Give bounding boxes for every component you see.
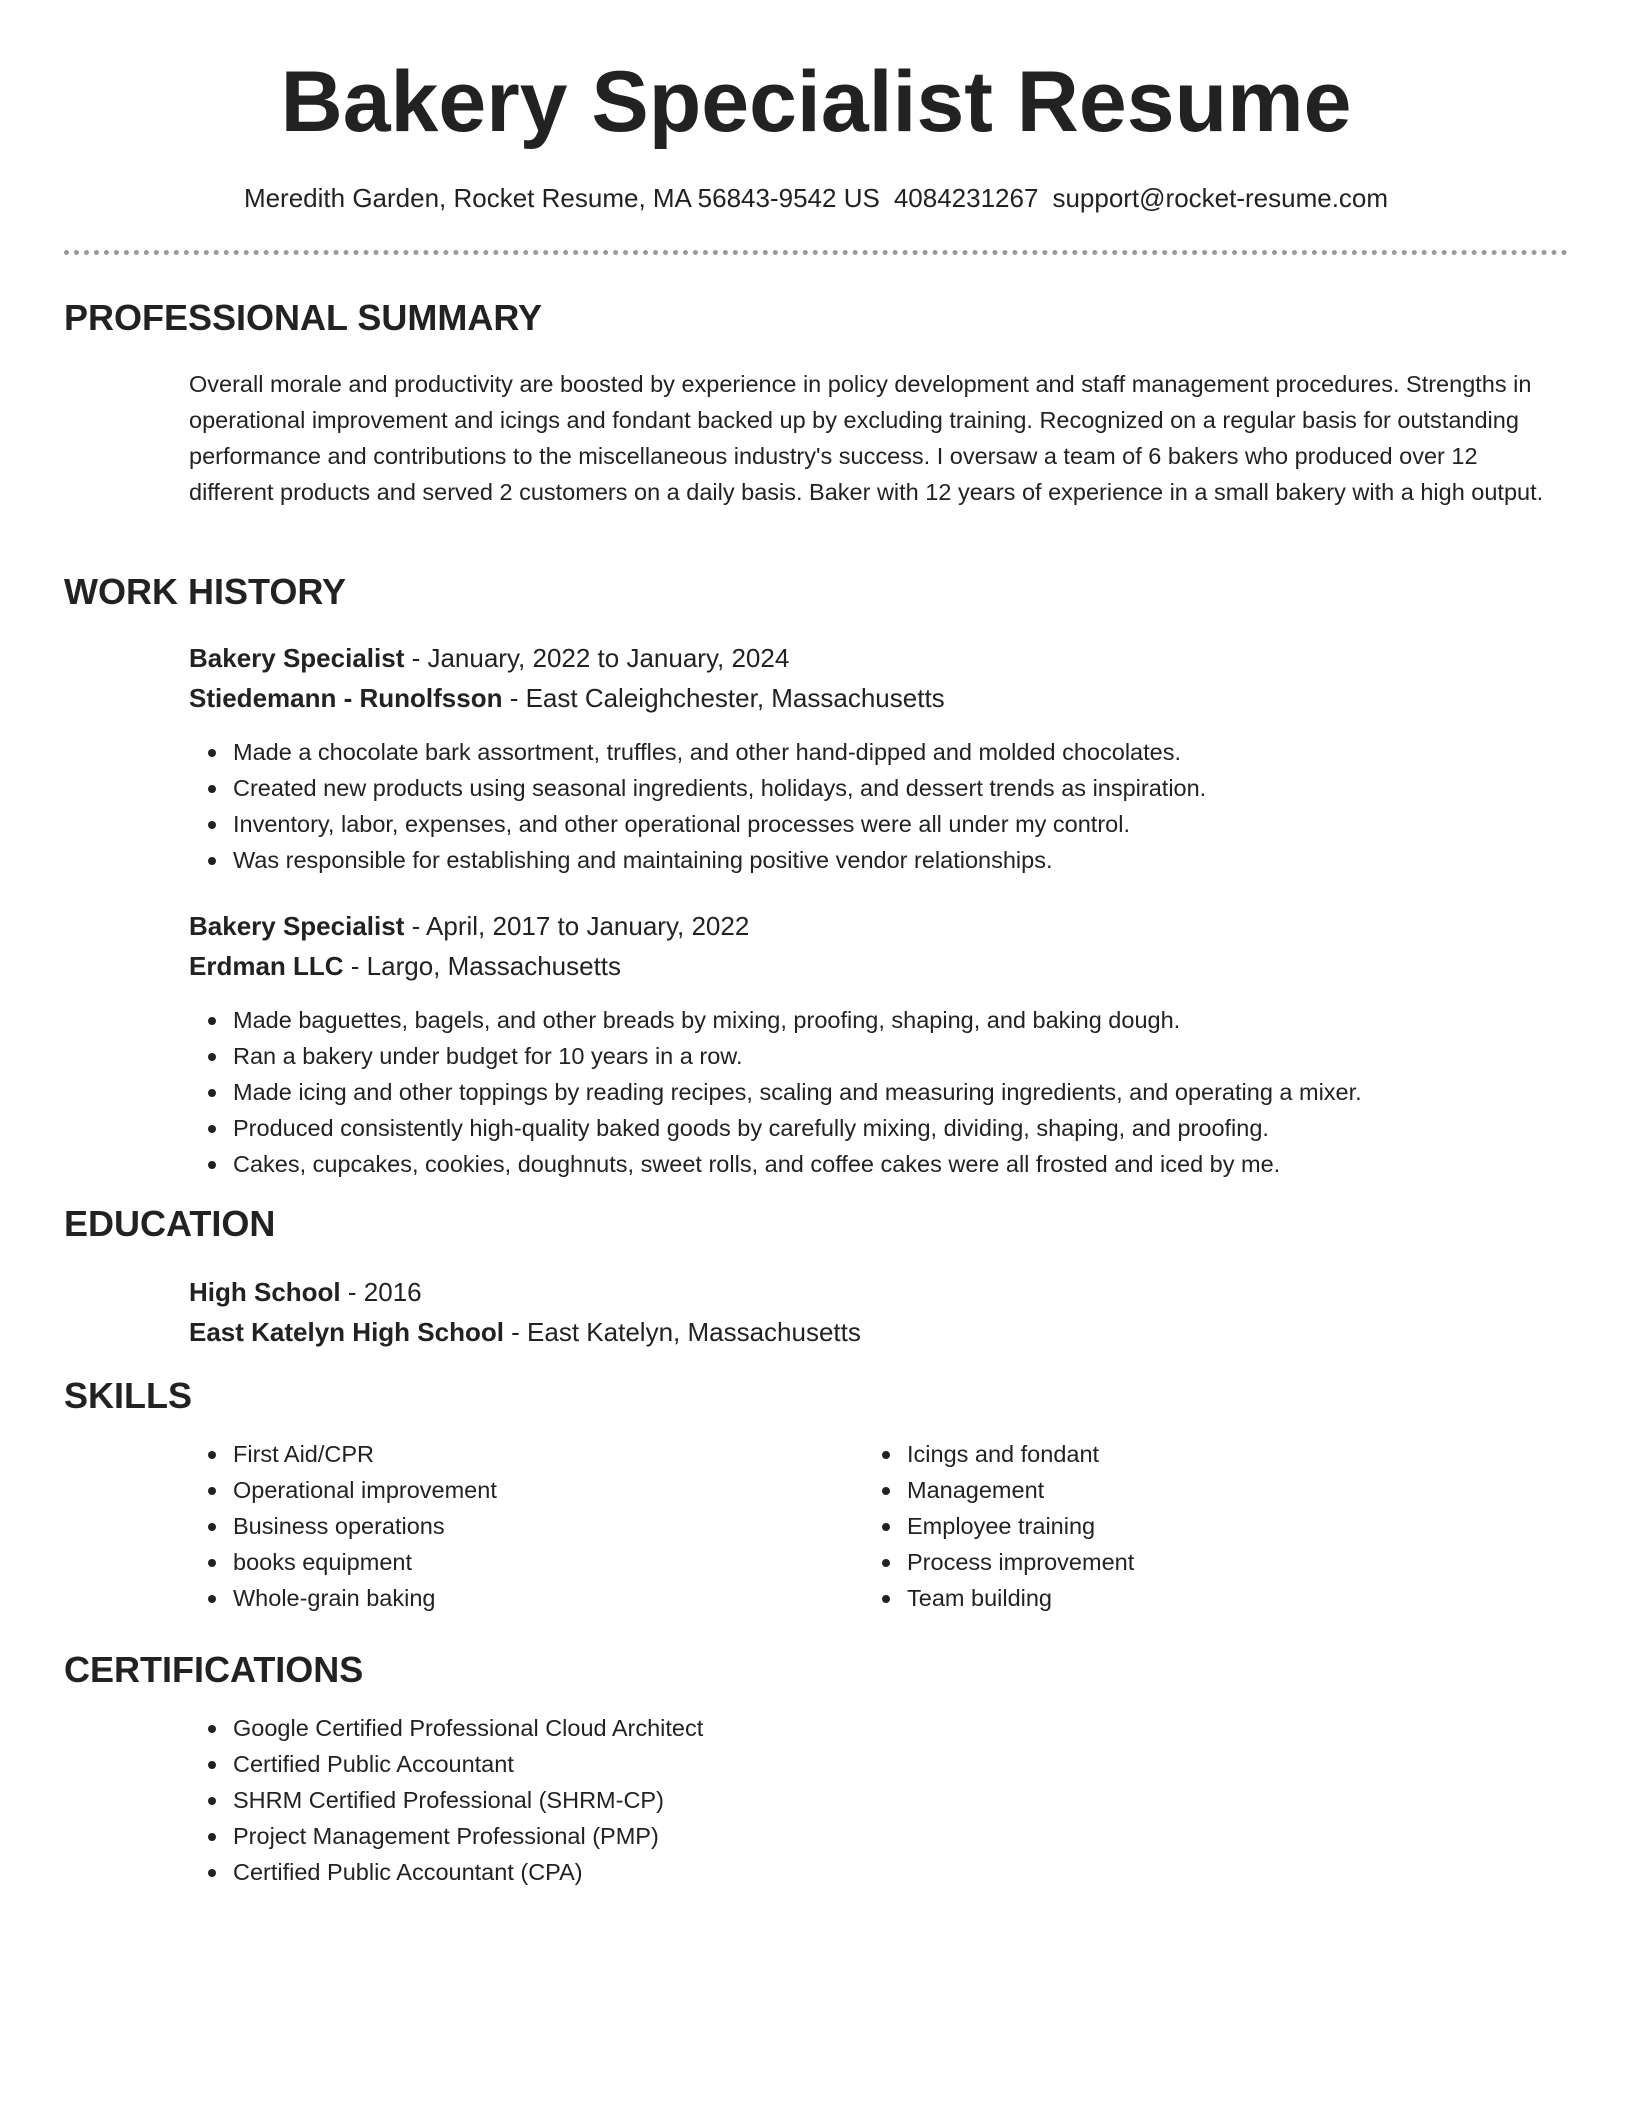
education-school-line <box>189 1314 861 1350</box>
header-divider <box>64 250 1568 255</box>
list-item: Ran a bakery under budget for 10 years in a row. <box>233 1038 1362 1074</box>
job-1-title: Bakery Specialist <box>189 643 405 673</box>
list-item: Inventory, labor, expenses, and other operational processes were all under my control. <box>233 806 1206 842</box>
resume-title: Bakery Specialist Resume <box>280 54 1352 150</box>
job-2-title-line <box>189 908 749 944</box>
skills-heading: SKILLS <box>64 1375 193 1416</box>
job-1-location: - East Caleighchester, Massachusetts <box>502 683 945 713</box>
education-heading: EDUCATION <box>64 1203 276 1244</box>
contact-line <box>0 180 1632 216</box>
job-1-bullets <box>189 734 1206 878</box>
skill-item: books equipment <box>233 1544 497 1580</box>
list-item: Cakes, cupcakes, cookies, doughnuts, sweet rolls, and coffee cakes were all frosted and iced by me. <box>233 1146 1362 1182</box>
job-1-company-line <box>189 680 945 716</box>
skill-item: Operational improvement <box>233 1472 497 1508</box>
list-item: Was responsible for establishing and maintaining positive vendor relationships. <box>233 842 1206 878</box>
skill-item: Team building <box>907 1580 1134 1616</box>
certification-item: Certified Public Accountant <box>233 1746 703 1782</box>
job-1-dates: - January, 2022 to January, 2024 <box>404 643 790 673</box>
list-item: Made icing and other toppings by reading recipes, scaling and measuring ingredients, and operating a mixer. <box>233 1074 1362 1110</box>
education-year: - 2016 <box>340 1277 422 1307</box>
education-location: - East Katelyn, Massachusetts <box>503 1317 861 1347</box>
skill-item: Employee training <box>907 1508 1134 1544</box>
certification-item: SHRM Certified Professional (SHRM-CP) <box>233 1782 703 1818</box>
skill-item: Process improvement <box>907 1544 1134 1580</box>
job-1-company: Stiedemann - Runolfsson <box>189 683 503 713</box>
contact-email: support@rocket-resume.com <box>1052 183 1389 213</box>
skill-item: Management <box>907 1472 1134 1508</box>
list-item: Created new products using seasonal ingredients, holidays, and dessert trends as inspiration. <box>233 770 1206 806</box>
skill-item: Business operations <box>233 1508 497 1544</box>
job-2-bullets <box>189 1002 1362 1182</box>
certification-item: Google Certified Professional Cloud Architect <box>233 1710 703 1746</box>
skill-item: First Aid/CPR <box>233 1436 497 1472</box>
certification-item: Project Management Professional (PMP) <box>233 1818 703 1854</box>
education-degree-line <box>189 1274 422 1310</box>
skills-list-right <box>863 1436 1134 1616</box>
list-item: Made a chocolate bark assortment, truffles, and other hand-dipped and molded chocolates. <box>233 734 1206 770</box>
certification-item: Certified Public Accountant (CPA) <box>233 1854 703 1890</box>
skill-item: Whole-grain baking <box>233 1580 497 1616</box>
job-2-company: Erdman LLC <box>189 951 344 981</box>
education-school: East Katelyn High School <box>189 1317 504 1347</box>
contact-address: Meredith Garden, Rocket Resume, MA 56843-9542 US <box>243 183 880 213</box>
summary-text: Overall morale and productivity are boosted by experience in policy development and staff management procedures. Strengths in operational improvement and icings and fondant backed up by excluding training. Recognized on a regular basis for outstanding performance and contributions to the miscellaneous industry's success. I oversaw a team of 6 bakers who produced over 12 different products and served 2 customers on a daily basis. Baker with 12 years of experience in a small bakery with a high output. <box>189 371 1544 505</box>
education-degree: High School <box>189 1277 341 1307</box>
summary-heading: PROFESSIONAL SUMMARY <box>64 297 543 338</box>
job-2-title: Bakery Specialist <box>189 911 405 941</box>
list-item: Made baguettes, bagels, and other breads by mixing, proofing, shaping, and baking dough. <box>233 1002 1362 1038</box>
skills-list-left <box>189 1436 497 1616</box>
job-1-title-line <box>189 640 789 676</box>
job-2-location: - Largo, Massachusetts <box>343 951 622 981</box>
certifications-list <box>189 1710 703 1890</box>
certifications-heading: CERTIFICATIONS <box>64 1649 364 1690</box>
skill-item: Icings and fondant <box>907 1436 1134 1472</box>
job-2-dates: - April, 2017 to January, 2022 <box>404 911 750 941</box>
list-item: Produced consistently high-quality baked goods by carefully mixing, dividing, shaping, and proofing. <box>233 1110 1362 1146</box>
job-2-company-line <box>189 948 621 984</box>
work-history-heading: WORK HISTORY <box>64 571 347 612</box>
contact-phone: 4084231267 <box>893 183 1039 213</box>
